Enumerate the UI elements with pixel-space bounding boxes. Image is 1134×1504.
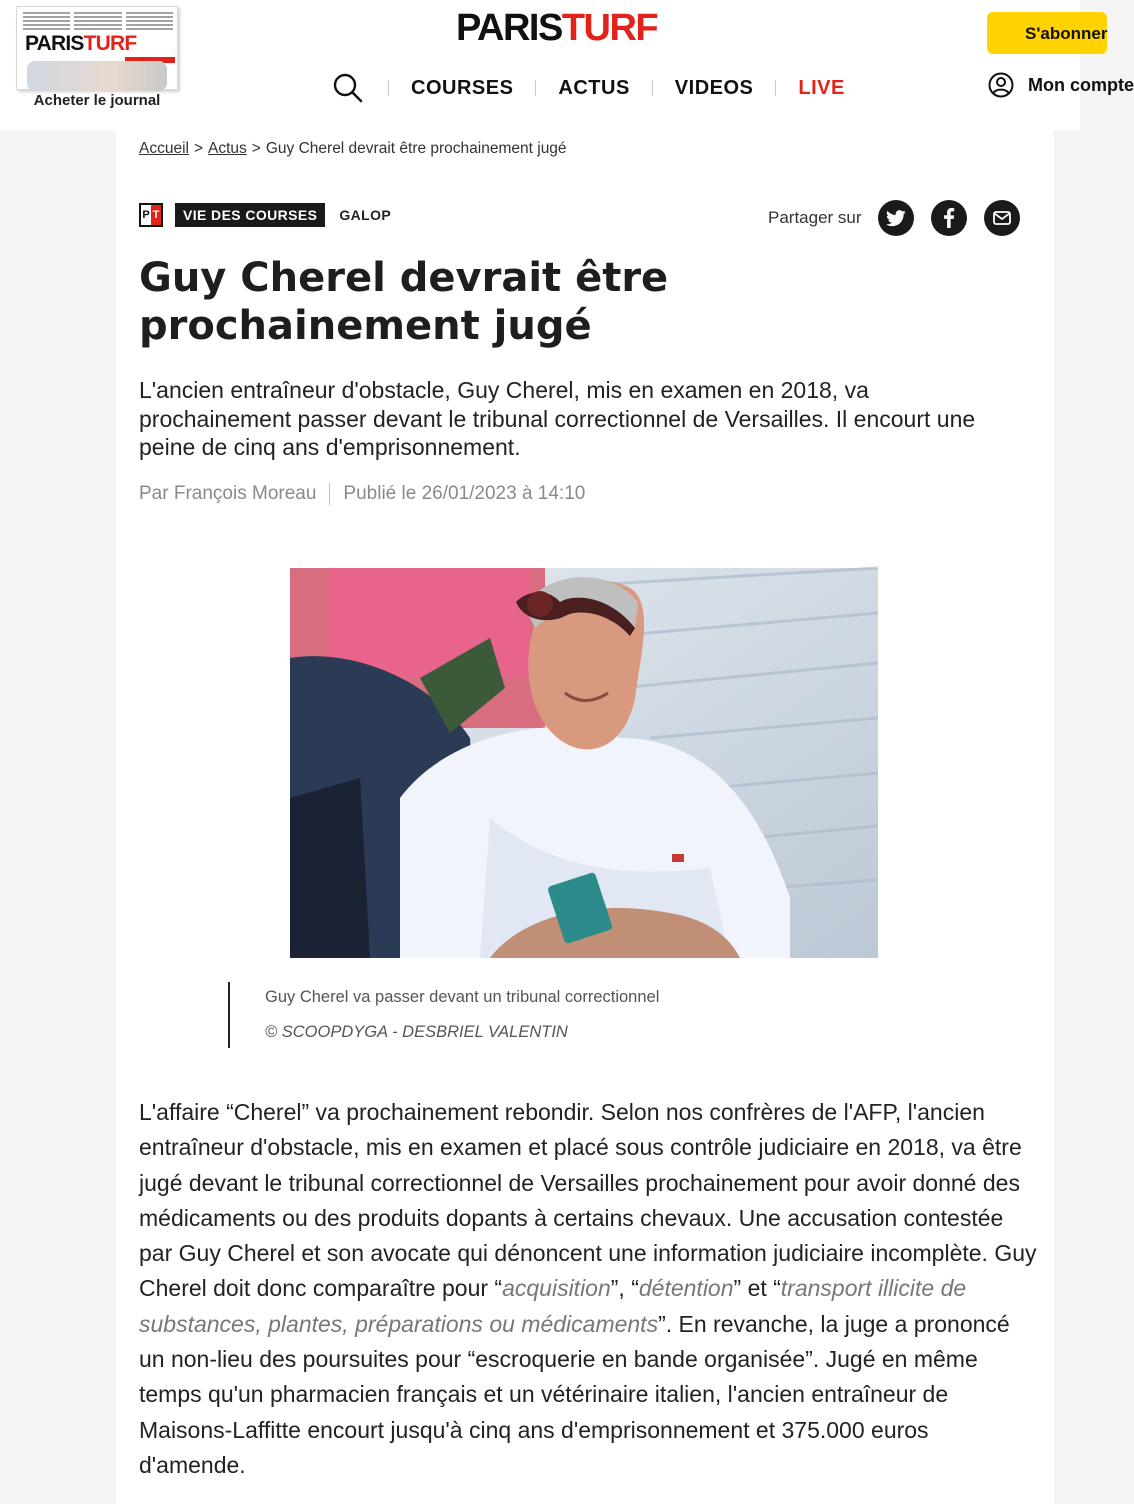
twitter-icon[interactable]	[878, 200, 914, 236]
caption-text: Guy Cherel va passer devant un tribunal correctionnel	[265, 988, 660, 1006]
category-tag[interactable]: VIE DES COURSES	[175, 203, 325, 227]
breadcrumb-separator: >	[251, 140, 261, 157]
paristurf-badge-icon: P T	[139, 203, 163, 227]
main-nav	[330, 70, 845, 106]
article-tags	[139, 203, 391, 227]
share-bar	[768, 200, 1037, 236]
body-quote-italic: transport illicite de substances, plantes, préparations ou médicaments	[139, 1275, 967, 1337]
photo-credit: © SCOOPDYGA - DESBRIEL VALENTIN	[265, 1023, 568, 1041]
breadcrumb-separator: >	[193, 140, 204, 157]
body-quote-italic: acquisition	[502, 1275, 611, 1302]
article-title: Guy Cherel devrait être prochainement jugé	[139, 255, 669, 349]
author-name[interactable]: François Moreau	[173, 483, 317, 504]
nav-divider	[652, 80, 653, 96]
facebook-icon[interactable]	[931, 200, 967, 236]
user-circle-icon	[988, 72, 1014, 98]
article-photo	[290, 568, 878, 958]
newspaper-cover-thumbnail[interactable]	[16, 6, 178, 90]
article-byline	[139, 483, 585, 505]
body-quote-italic: détention	[638, 1275, 734, 1302]
site-logo[interactable]: PARISTURF	[456, 7, 658, 49]
article-body	[139, 1095, 1039, 1483]
body-text-segment: ”. En revanche, la juge a prononcé un non-lieu des poursuites pour “escroquerie en bande organisée”. Jugé en même temps qu'un pharmacien français et un vétérinaire italien, l'ancien entraîneur de Maisons-Laffitte encourt jusqu'à cinq ans d'emprisonnement et 375.000 euros d'amende.	[139, 1310, 1010, 1478]
breadcrumb	[139, 140, 567, 158]
photo-caption	[228, 982, 788, 1048]
search-icon[interactable]	[330, 70, 366, 106]
body-text-segment: ” et “	[733, 1275, 781, 1302]
article-lead: L'ancien entraîneur d'obstacle, Guy Cherel, mis en examen en 2018, va prochainement passer devant le tribunal correctionnel de Versailles. Il encourt une peine de cinq ans d'emprisonnement.	[139, 377, 976, 460]
nav-item-actus[interactable]: ACTUS	[558, 76, 630, 99]
share-label: Partager sur	[768, 208, 862, 227]
byline-divider	[329, 483, 330, 505]
nav-divider	[775, 80, 776, 96]
body-text-segment: ”, “	[610, 1275, 639, 1302]
nav-divider	[535, 80, 536, 96]
subscribe-button[interactable]: S'abonner	[987, 12, 1107, 54]
nav-item-videos[interactable]: VIDEOS	[674, 76, 754, 99]
cover-logo: PARISTURF	[25, 32, 137, 55]
mail-icon[interactable]	[984, 200, 1020, 236]
article-card	[116, 130, 1054, 1504]
nav-item-live[interactable]: LIVE	[798, 76, 845, 99]
account-label: Mon compte	[1028, 74, 1134, 95]
cover-photo	[27, 61, 167, 91]
breadcrumb-section[interactable]: Actus	[208, 140, 247, 157]
byline-prefix: Par	[139, 483, 169, 504]
publish-date: Publié le 26/01/2023 à 14:10	[343, 483, 586, 504]
body-text-segment: L'affaire “Cherel” va prochainement rebondir. Selon nos confrères de l'AFP, l'ancien entraîneur d'obstacle, mis en examen et placé sous contrôle judiciaire en 2018, va être jugé devant le tribunal correctionnel de Versailles prochainement pour avoir donné des médicaments ou des produits dopants à certains chevaux. Une accusation contestée par Guy Cherel et son avocate qui dénoncent une information judiciaire incomplète. Guy Cherel doit donc comparaître pour “	[139, 1099, 1037, 1302]
nav-divider	[388, 80, 389, 96]
breadcrumb-home[interactable]: Accueil	[139, 140, 189, 157]
site-header	[0, 0, 1134, 130]
cover-headlines	[23, 12, 173, 32]
account-link[interactable]	[988, 72, 1134, 98]
buy-journal-link[interactable]: Acheter le journal	[33, 92, 161, 109]
breadcrumb-current: Guy Cherel devrait être prochainement jugé	[265, 140, 567, 157]
subcategory-tag[interactable]: GALOP	[339, 207, 392, 223]
nav-item-courses[interactable]: COURSES	[411, 76, 514, 99]
